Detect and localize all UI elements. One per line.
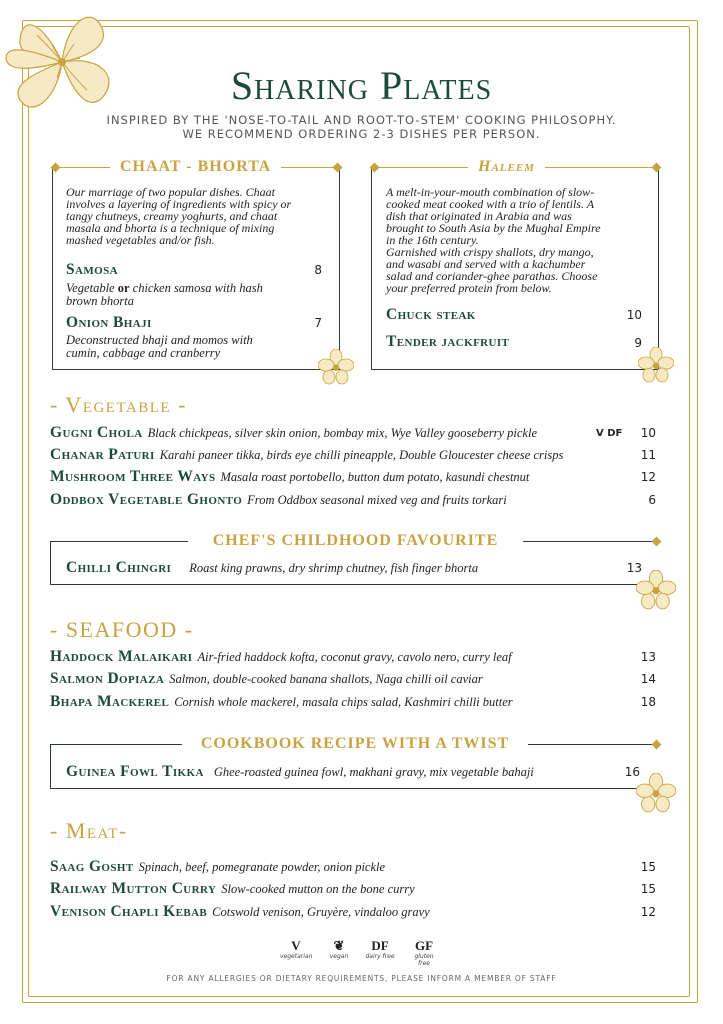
dish-tender-jackfruit: Tender jackfruit bbox=[386, 333, 510, 350]
feature-rule-side bbox=[50, 541, 51, 584]
price-chanar-paturi: 11 bbox=[640, 448, 656, 462]
price-tender-jackfruit: 9 bbox=[634, 336, 642, 350]
feature-rule-right bbox=[528, 744, 658, 745]
price-chuck-steak: 10 bbox=[626, 308, 642, 322]
gluten-free-icon: GF gluten free bbox=[414, 938, 434, 967]
small-flower-icon bbox=[636, 773, 676, 813]
price-onion-bhaji: 7 bbox=[314, 316, 322, 330]
subtitle-line-1: INSPIRED BY THE 'NOSE-TO-TAIL AND ROOT-TO-STEM' COOKING PHILOSOPHY. bbox=[106, 113, 617, 127]
price-guinea-fowl-tikka: 16 bbox=[624, 765, 640, 779]
dish-gugni-chola: Gugni Chola Black chickpeas, silver skin onion, bombay mix, Wye Valley gooseberry pickle bbox=[50, 424, 537, 441]
dietary-tag: V DF bbox=[596, 428, 623, 439]
dish-onion-bhaji: Onion Bhaji bbox=[66, 314, 152, 331]
page-title: Sharing Plates bbox=[230, 63, 493, 108]
dish-chilli-chingri: Chilli Chingri Roast king prawns, dry shrimp chutney, fish finger bhorta bbox=[66, 559, 479, 576]
price-samosa: 8 bbox=[314, 263, 322, 277]
allergy-notice: FOR ANY ALLERGIES OR DIETARY REQUIREMENTS, PLEASE INFORM A MEMBER OF STAFF bbox=[166, 974, 557, 983]
meat-heading: - Meat- bbox=[50, 818, 128, 843]
dish-guinea-fowl-tikka: Guinea Fowl Tikka Ghee-roasted guinea fowl, makhani gravy, mix vegetable bahaji bbox=[66, 763, 534, 780]
price-saag-gosht: 15 bbox=[640, 860, 656, 874]
dairy-free-icon: DF dairy free bbox=[365, 938, 395, 960]
vegan-leaf-icon: ❦ vegan bbox=[329, 938, 349, 960]
chaat-title: CHAAT - BHORTA bbox=[110, 158, 281, 176]
dish-salmon-dopiaza: Salmon Dopiaza Salmon, double-cooked banana shallots, Naga chilli oil caviar bbox=[50, 670, 483, 687]
dish-chanar-paturi: Chanar Paturi Karahi paneer tikka, birds eye chilli pineapple, Double Gloucester cheese crisps bbox=[50, 446, 564, 463]
haleem-description: A melt-in-your-mouth combination of slow- cooked meat cooked with a trio of lentils. A dish that originated in Arabia and was brought to South Asia by the Mughal Empire in the 16th century. Garnished with crispy shallots, dry mango, and wasabi and served with a kachumber salad and coriander-ghee parathas. Choose your preferred protein from below. bbox=[386, 185, 601, 295]
price-gugni-chola: 10 bbox=[640, 426, 656, 440]
price-haddock-malaikari: 13 bbox=[640, 650, 656, 664]
chefs-favourite-title: CHEF'S CHILDHOOD FAVOURITE bbox=[212, 532, 499, 549]
vegetable-heading: - Vegetable - bbox=[50, 392, 187, 417]
feature-rule-right bbox=[523, 541, 658, 542]
dish-chuck-steak: Chuck steak bbox=[386, 306, 476, 323]
dish-haddock-malaikari: Haddock Malaikari Air-fried haddock kofta, coconut gravy, cavolo nero, curry leaf bbox=[50, 648, 512, 665]
small-flower-icon bbox=[318, 349, 354, 385]
dish-oddbox-vegetable-ghonto: Oddbox Vegetable Ghonto From Oddbox seasonal mixed veg and fruits torkari bbox=[50, 491, 507, 508]
feature-rule-left bbox=[50, 541, 188, 542]
price-oddbox-vegetable-ghonto: 6 bbox=[648, 493, 656, 507]
feature-rule-side bbox=[50, 744, 51, 788]
price-venison-chapli-kebab: 12 bbox=[640, 905, 656, 919]
feature-rule-bottom bbox=[50, 788, 658, 789]
dish-bhapa-mackerel: Bhapa Mackerel Cornish whole mackerel, masala chips salad, Kashmiri chilli butter bbox=[50, 693, 513, 710]
feature-rule-left bbox=[50, 744, 182, 745]
feature-rule-bottom bbox=[50, 584, 658, 585]
subtitle-line-2: WE RECOMMEND ORDERING 2-3 DISHES PER PERSON. bbox=[182, 127, 541, 141]
price-chilli-chingri: 13 bbox=[626, 561, 642, 575]
cookbook-title: COOKBOOK RECIPE WITH A TWIST bbox=[200, 735, 510, 752]
price-railway-mutton-curry: 15 bbox=[640, 882, 656, 896]
dish-railway-mutton-curry: Railway Mutton Curry Slow-cooked mutton on the bone curry bbox=[50, 880, 415, 897]
dish-mushroom-three-ways: Mushroom Three Ways Masala roast portobello, button dum potato, kasundi chestnut bbox=[50, 468, 530, 485]
small-flower-icon bbox=[636, 570, 676, 610]
price-bhapa-mackerel: 18 bbox=[640, 695, 656, 709]
price-salmon-dopiaza: 14 bbox=[640, 672, 656, 686]
small-flower-icon bbox=[638, 347, 674, 383]
chaat-description: Our marriage of two popular dishes. Chaat involves a layering of ingredients with spicy or tangy chutneys, creamy yoghurts, and chaat masala and bhorta is a technique of mixing mashed vegetables and/or fish. bbox=[66, 185, 292, 247]
dish-saag-gosht: Saag Gosht Spinach, beef, pomegranate powder, onion pickle bbox=[50, 858, 386, 875]
samosa-description: Vegetable or chicken samosa with hash brown bhorta bbox=[66, 281, 263, 308]
haleem-title: Haleem bbox=[468, 158, 545, 176]
price-mushroom-three-ways: 12 bbox=[640, 470, 656, 484]
vegetarian-icon: V vegetarian bbox=[280, 938, 313, 960]
dish-samosa: Samosa bbox=[66, 261, 118, 278]
onion-bhaji-description: Deconstructed bhaji and momos with cumin, cabbage and cranberry bbox=[66, 333, 253, 360]
dish-venison-chapli-kebab: Venison Chapli Kebab Cotswold venison, Gruyère, vindaloo gravy bbox=[50, 903, 430, 920]
seafood-heading: - SEAFOOD - bbox=[50, 617, 194, 642]
